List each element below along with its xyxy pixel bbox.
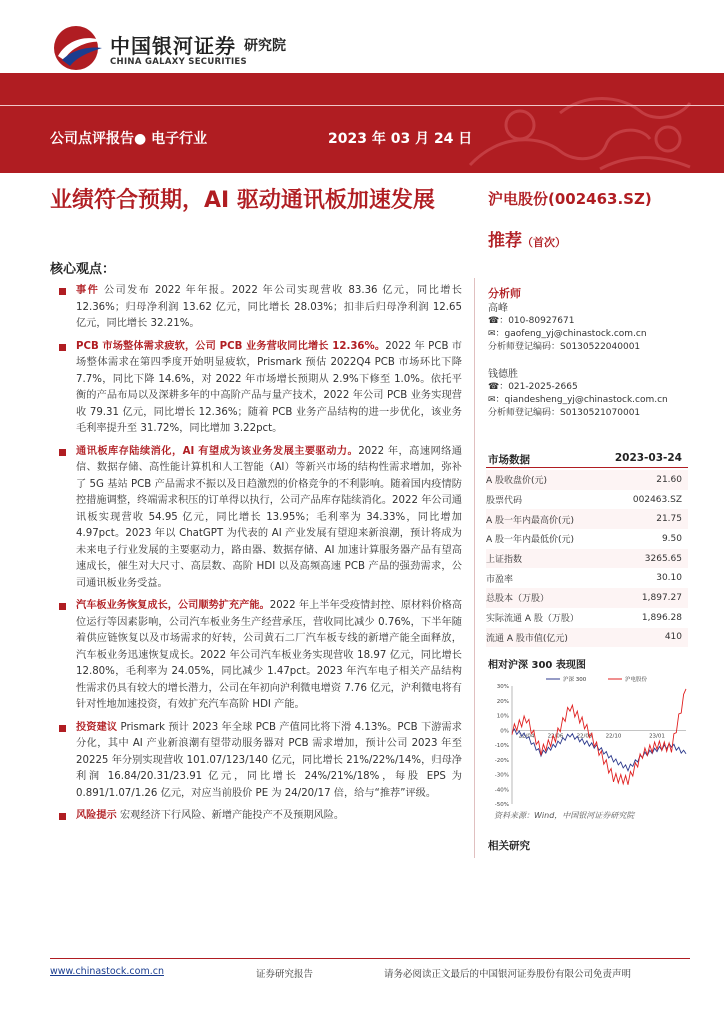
analyst-email[interactable]: ✉：gaofeng_yj@chinastock.com.cn — [488, 329, 647, 339]
stock-name-code: 沪电股份(002463.SZ) — [488, 190, 652, 208]
point-text: 公司发布 2022 年年报。2022 年公司实现营收 83.36 亿元，同比增长 12.36%；归母净利润 13.62 亿元，同比增长 28.03%；扣非后归母净利润 12.65 亿元，同比增长 32.21%。 — [76, 285, 462, 329]
report-title: 业绩符合预期，AI 驱动通讯板加速发展 — [50, 188, 435, 213]
list-item — [56, 720, 462, 803]
bullet-icon — [59, 288, 66, 295]
table-label: A 股收盘价(元) — [486, 470, 613, 490]
analyst-card — [488, 368, 668, 420]
list-item — [56, 444, 462, 593]
analyst-reg: 分析师登记编码：S0130522040001 — [488, 342, 641, 352]
column-divider — [474, 278, 475, 858]
footer-disclaimer: 请务必阅读正文最后的中国银河证券股份有限公司免责声明 — [384, 969, 632, 980]
table-label: 上证指数 — [486, 549, 613, 569]
table-row — [486, 588, 688, 608]
y-tick-label: 20% — [496, 698, 509, 705]
table-label: 总股本（万股） — [486, 588, 613, 608]
analyst-card — [488, 302, 647, 354]
bullet-icon — [59, 813, 66, 820]
point-lead: 通讯板库存陆续消化，AI 有望成为该业务发展主要驱动力。 — [76, 445, 359, 457]
logo-english-name: CHINA GALAXY SECURITIES — [110, 57, 247, 67]
table-label: 实际流通 A 股（万股） — [486, 614, 579, 625]
table-value: 410 — [613, 628, 688, 648]
point-lead: PCB 市场整体需求疲软，公司 PCB 业务营收同比增长 12.36%。 — [76, 340, 386, 352]
table-label: 股票代码 — [486, 496, 523, 507]
report-type: 公司点评报告● 电子行业 — [50, 131, 208, 147]
point-text: 2022 年上半年受疫情封控、原材料价格高位运行等因素影响，公司汽车板业务生产经营承压，营收同比减少 0.76%，下半年随着供应链恢复以及市场需求的好转，公司黄石二厂汽车板专线的新增产能全面释放，汽车板业务迅速恢复成长。2022 年公司汽车板业务实现营收 18.97 亿元，同比增长 12.80%，毛利率为 24.05%，同比减少 1.47pct。2023 年汽车电子相关产品结构性需求仍具有较大的增长潜力，公司在年初向沪利微电增资 7.76 亿元，沪利微电将有针对性地加速投资，有效扩充汽车高阶 HDI 产能。 — [76, 600, 463, 710]
y-tick-label: -20% — [494, 757, 509, 764]
market-data-table — [486, 470, 688, 647]
table-label: 流通 A 股市值(亿元) — [486, 628, 613, 648]
y-tick-label: 30% — [496, 684, 509, 690]
market-data-heading: 市场数据 — [488, 454, 530, 466]
table-row — [486, 509, 688, 529]
table-value: 30.10 — [656, 573, 682, 584]
x-tick-label: 22/06 — [547, 733, 564, 740]
analyst-name: 高峰 — [488, 303, 508, 314]
y-tick-label: -50% — [494, 802, 509, 808]
logo-company-name: 中国银河证券 — [110, 34, 236, 58]
list-item — [56, 808, 462, 825]
table-row — [486, 490, 688, 510]
table-row — [486, 608, 688, 628]
table-value: 9.50 — [661, 533, 682, 544]
point-lead: 风险提示 — [76, 810, 117, 821]
stock-rating — [488, 226, 566, 251]
x-tick-label: 22/08 — [576, 733, 593, 740]
point-text: 2022 年 PCB 市场整体需求在第四季度开始明显疲软，Prismark 预估 2022Q4 PCB 市场环比下降 7.7%，同比下降 14.6%，对 2022 年市场增长预期从 2.9%下修至 1.0%。依托平衡的产品布局以及深耕多年的中高阶产品与量产技术，2022 年公司 PCB 业务实现营收 79.31 亿元，同比增长 12.36%；随着 PCB 业务产品结构的进一步优化，该业务毛利率提升至 31.72%，同比增加 3.22pct。 — [76, 340, 462, 434]
market-data-header — [486, 452, 688, 468]
x-tick-label: 22/10 — [605, 733, 622, 740]
bullet-icon — [59, 344, 66, 351]
footer-divider — [50, 958, 690, 959]
table-row — [486, 470, 688, 490]
footer-url[interactable]: www.chinastock.com.cn — [50, 966, 164, 977]
table-row — [486, 529, 688, 549]
table-value: 21.75 — [613, 509, 688, 529]
analyst-phone: ☎：021-2025-2665 — [488, 382, 578, 392]
logo-department: 研究院 — [244, 38, 286, 54]
bullet-icon — [59, 603, 66, 610]
y-tick-label: -10% — [494, 743, 509, 749]
core-points-list — [56, 283, 462, 831]
bullet-icon — [59, 725, 66, 732]
table-label: 市盈率 — [486, 574, 514, 585]
footer-doc-type: 证券研究报告 — [256, 969, 314, 980]
y-tick-label: -30% — [494, 772, 509, 779]
table-value: 1,897.27 — [613, 588, 688, 608]
analyst-phone: ☎：010-80927671 — [488, 316, 575, 326]
point-lead: 投资建议 — [76, 721, 118, 733]
rating-label: 推荐 — [488, 231, 522, 251]
table-value: 1,896.28 — [641, 612, 682, 623]
analyst-email[interactable]: ✉：qiandesheng_yj@chinastock.com.cn — [488, 395, 668, 405]
legend-label: 沪电股份 — [625, 677, 648, 683]
y-tick-label: 0% — [500, 728, 509, 735]
report-date: 2023 年 03 月 24 日 — [328, 131, 473, 147]
point-lead: 事件 — [76, 285, 100, 296]
x-tick-label: 22/04 — [518, 733, 535, 740]
table-value: 002463.SZ — [632, 494, 682, 505]
y-tick-label: 10% — [496, 713, 509, 720]
table-row — [486, 549, 688, 569]
analyst-name: 钱德胜 — [488, 369, 518, 380]
table-label: A 股一年内最高价(元) — [486, 509, 613, 529]
analyst-reg: 分析师登记编码：S0130521070001 — [488, 408, 641, 418]
performance-chart — [486, 672, 690, 812]
related-research-heading: 相关研究 — [488, 840, 530, 852]
chart-title: 相对沪深 300 表现图 — [488, 660, 586, 671]
list-item — [56, 339, 462, 438]
bullet-icon — [59, 449, 66, 456]
galaxy-logo-icon — [50, 24, 106, 72]
list-item — [56, 283, 462, 333]
table-row — [486, 568, 688, 588]
point-text: Prismark 预计 2023 年全球 PCB 产值同比将下滑 4.13%。PCB 下游需求分化，其中 AI 产业新浪潮有望带动服务器对 PCB 需求增加，预计公司 2023 年至 20225 年分别实现营收 101.07/123/140 亿元，同比增长 21%/22%/14%，归母净利润 16.84/20.31/23.91 亿元，同比增长 24%/21%/18%，每股 EPS 为 0.891/1.07/1.26 亿元，对应当前股价 PE 为 24/20/17 倍，给与“推荐”评级。 — [76, 721, 462, 799]
list-item — [56, 598, 462, 714]
market-data-date: 2023-03-24 — [614, 452, 682, 464]
table-value: 21.60 — [613, 470, 688, 490]
cloud-pattern-icon — [0, 73, 724, 173]
banner-divider — [0, 105, 724, 106]
table-label: A 股一年内最低价(元) — [486, 535, 575, 546]
y-tick-label: -40% — [494, 787, 509, 794]
chart-source: 资料来源：Wind，中国银河证券研究院 — [494, 811, 635, 820]
table-value: 3265.65 — [613, 549, 688, 569]
x-tick-label: 23/01 — [649, 733, 665, 740]
header-banner — [0, 73, 724, 173]
point-text: 2022 年，高速网络通信、数据存储、高性能计算机和人工智能（AI）等新兴市场的结构性需求增加，弥补了 5G 基站 PCB 产品需求不振以及日趋激烈的价格竞争的不利影响。随着国内疫情防控措施调整，终端需求积压的订单得以执行，公司产品库存陆续消化。2022 年公司通讯板实现营收 54.95 亿元，同比增长 13.95%；毛利率为 34.33%，同比增加 4.97pct。2023 年以 ChatGPT 为代表的 AI 产业发展有望迎来新浪潮，预计将成为未来电子行业发展的主要驱动力，路由器、数据存储、AI 加速计算服务器产品有望高速成长，催生对大尺寸、高层数、高阶 HDI 以及高频高速 PCB 产品的强劲需求，公司通讯板业务受益。 — [76, 445, 462, 589]
legend-label: 沪深 300 — [563, 677, 587, 683]
table-row — [486, 628, 688, 648]
point-text: 宏观经济下行风险、新增产能投产不及预期风险。 — [120, 810, 345, 821]
analyst-heading: 分析师 — [488, 287, 521, 300]
core-heading: 核心观点： — [50, 262, 116, 277]
rating-note: （首次） — [522, 236, 566, 249]
point-lead: 汽车板业务恢复成长，公司顺势扩充产能。 — [76, 600, 270, 611]
